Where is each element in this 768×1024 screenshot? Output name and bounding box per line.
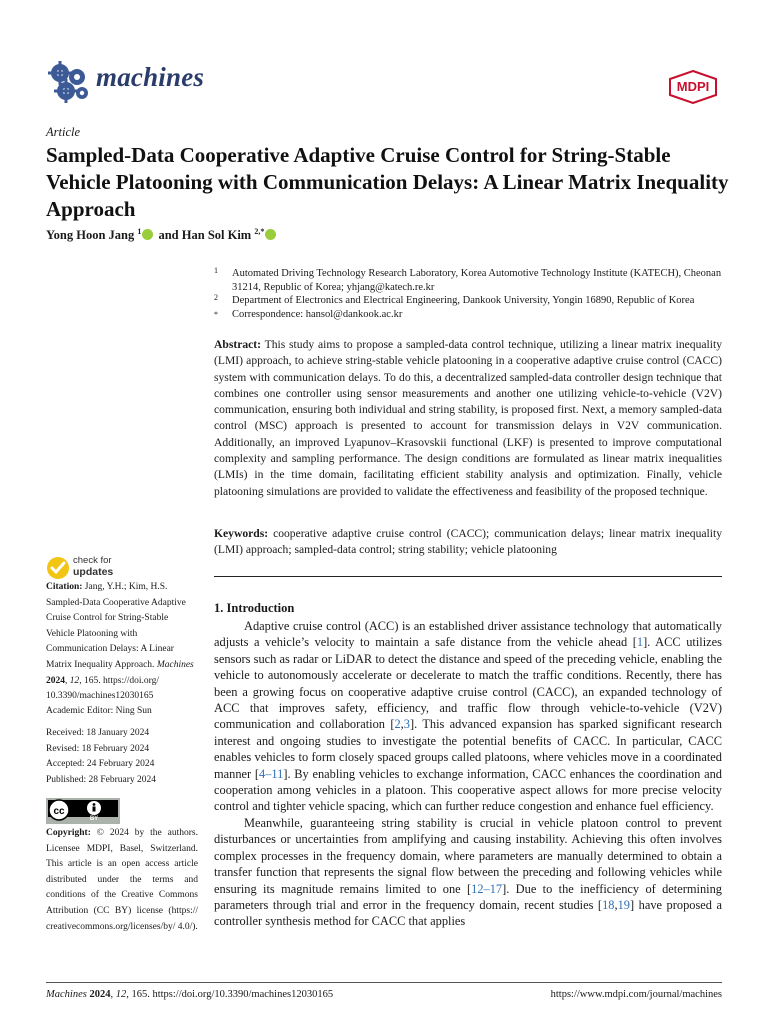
citation-label: Citation:: [46, 582, 83, 592]
citation-link[interactable]: 2: [394, 717, 401, 732]
svg-text:cc: cc: [53, 806, 65, 817]
introduction-body: [214, 618, 722, 930]
affiliation-text: Automated Driving Technology Research Laboratory, Korea Automotive Technology Institute (KATECH), Cheonan 31214, Republic of Korea; yhjang@katech.re.kr: [232, 268, 722, 293]
copyright-notice: [46, 826, 198, 935]
footer-volume: 12: [115, 989, 127, 1000]
affiliation-number: 1: [214, 266, 218, 275]
affiliation-number: *: [214, 310, 218, 319]
keywords: [214, 526, 722, 559]
date-published: Published: 28 February 2024: [46, 774, 157, 785]
date-revised: Revised: 18 February 2024: [46, 743, 150, 754]
paragraph-text: ,: [614, 897, 618, 912]
affiliation: [214, 267, 738, 294]
paragraph-text: Meanwhile, guaranteeing string stability is crucial in vehicle platoon control to prevent disturbances or uncertainties from amplifying and causing instability. Achieving this often involves complex processes in the frequency domain, where parameters are manually determined to obtain a transfer function that represents the signal flow between the preceding and following vehicles while ensuring its magnitude remains limited to one [: [214, 815, 722, 896]
citation-link[interactable]: 18: [602, 897, 615, 912]
abstract-text: This study aims to propose a sampled-data control technique, utilizing a linear matrix inequality (LMI) approach, to achieve string-stable vehicle platooning in a cooperative adaptive cruise control (CACC) system with communication delays. To do this, a decentralized sampled-data controller design technique that combines one controller using sensor measurements and another one utilizing vehicle-to-vehicle (V2V) communication, ensuring both individual and string stability, is proposed first. Next, a memory sampled-data control (MSC) approach is presented to account for transmission delays in V2V communication. Additionally, an improved Lyapunov–Krasovskii functional (LKF) is presented to improve computational complexity and sampling performance. The design conditions are formulated as linear matrix inequalities (LMIs) in the time domain, facilitating efficient stability analysis and optimization. Finally, vehicle platooning simulations are provided to validate the effectiveness and feasibility of the proposed technique.: [214, 338, 722, 498]
citation-doi[interactable]: , 165. https://doi.org/ 10.3390/machines12030165: [46, 675, 160, 702]
gears-icon: [46, 59, 90, 103]
citation-link[interactable]: 1: [636, 635, 644, 650]
citation-link[interactable]: 12–17: [471, 881, 503, 896]
date-received: Received: 18 January 2024: [46, 728, 150, 738]
citation-volume: 12: [69, 675, 80, 686]
orcid-icon[interactable]: [265, 229, 276, 240]
copyright-label: Copyright:: [46, 828, 91, 838]
journal-name: machines: [96, 62, 205, 92]
keywords-label: Keywords:: [214, 527, 269, 540]
paragraph: [214, 815, 722, 930]
creative-commons-icon: [46, 798, 120, 824]
article-type: Article: [46, 125, 81, 139]
author-affiliation-mark: 1: [137, 227, 142, 236]
section-divider: [214, 576, 722, 577]
affiliation: [214, 308, 738, 322]
article-title: Sampled-Data Cooperative Adaptive Cruise Control for String-Stable Vehicle Platooning with Communication Delays: A Linear Matrix Inequality Approach: [46, 143, 729, 221]
keywords-text: cooperative adaptive cruise control (CACC); communication delays; linear matrix inequality (LMI) approach; sampled-data control; string stability; vehicle platooning: [214, 527, 722, 557]
check-for-updates-badge[interactable]: [46, 556, 126, 580]
paragraph-text: ]. By enabling vehicles to exchange information, CACC enhances the coordination and cooperation among vehicles in a platoon. This cooperative aspect allows for more precise velocity control and tighter vehicle spacing, which can further reduce congestion and enhance fuel efficiency.: [214, 766, 722, 814]
affiliation-text: Department of Electronics and Electrical Engineering, Dankook University, Yongin 16890, Republic of Korea: [232, 295, 695, 306]
author-affiliation-mark: 2,*: [254, 227, 265, 236]
mdpi-logo-text: MDPI: [676, 79, 710, 94]
paragraph-text: ]. Due to the inefficiency of determining parameters through trial and error in the frequency domain, recent studies [: [214, 881, 722, 912]
abstract: [214, 337, 722, 500]
footer-doi[interactable]: , 165. https://doi.org/10.3390/machines12030165: [126, 989, 334, 1000]
footer-journal-url[interactable]: https://www.mdpi.com/journal/machines: [550, 989, 722, 1000]
citation-link[interactable]: 4–11: [259, 766, 284, 781]
abstract-label: Abstract:: [214, 338, 262, 351]
paragraph-text: ]. This advanced expansion has sparked significant research interest and ongoing studies to investigate the potential benefits of CACC. In particular, CACC enables vehicles to form closely spaced groups called platoons, where vehicles move in a coordinated manner [: [214, 717, 722, 781]
affiliation-text: Correspondence: hansol@dankook.ac.kr: [232, 309, 403, 320]
affiliation: [214, 294, 738, 308]
footer-year: 2024: [89, 989, 111, 1000]
academic-editor: Academic Editor: Ning Sun: [46, 706, 152, 716]
author-name: Han Sol Kim: [181, 228, 252, 243]
author-joiner: and: [155, 228, 182, 243]
paragraph-text: ,: [400, 717, 404, 732]
cc-by-license-badge[interactable]: [46, 798, 120, 824]
citation: Citation: Jang, Y.H.; Kim, H.S. Sampled-Data Cooperative Adaptive Cruise Control for String-Stable Vehicle Platooning with Communication Delays: A Linear Matrix Inequality Approach. Machines 2024, 12, 165. https://doi.org/ 10.3390/machines12030165: [46, 582, 194, 702]
citation-year: 2024: [46, 675, 65, 686]
check-updates-icon: [46, 556, 70, 580]
author-list: [46, 227, 278, 243]
check-updates-line2: updates: [73, 566, 114, 578]
mdpi-logo[interactable]: [668, 70, 718, 104]
citation-link[interactable]: 3: [403, 717, 410, 732]
affiliation-number: 2: [214, 293, 218, 302]
paragraph-text: ]. ACC utilizes sensors such as radar or LiDAR to detect the distance and speed of the preceding vehicle, enabling the vehicle to autonomously accelerate or decelerate to match the traffic conditions. Recently, there has been a growing focus on cooperative adaptive cruise control (CACC), an expanded technology of ACC that improves safety, efficiency, and traffic flow through vehicle-to-vehicle (V2V) communication and collaboration [: [214, 635, 722, 732]
citation-link[interactable]: 19: [617, 897, 630, 912]
paragraph-text: ] have proposed a controller synthesis method for CACC that applies: [214, 897, 723, 929]
footer-citation: Machines 2024, 12, 165. https://doi.org/10.3390/machines12030165: [46, 989, 334, 1000]
section-heading: 1. Introduction: [214, 601, 295, 615]
copyright-text: © 2024 by the authors. Licensee MDPI, Basel, Switzerland. This article is an open access article distributed under the terms and conditions of the Creative Commons Attribution (CC BY) license (https:// creativecommons.org/licenses/by/ 4.0/).: [46, 828, 198, 932]
paragraph-text: Adaptive cruise control (ACC) is an established driver assistance technology that automatically adjusts a vehicle’s velocity to maintain a safe distance from the vehicle ahead [: [214, 619, 722, 650]
check-updates-line1: check for: [73, 555, 112, 566]
footer-journal: Machines: [46, 989, 87, 1000]
citation-text: Jang, Y.H.; Kim, H.S. Sampled-Data Cooperative Adaptive Cruise Control for String-Stable Vehicle Platooning with Communication Delays: A Linear Matrix Inequality Approach.: [46, 582, 186, 670]
citation-journal: Machines: [156, 659, 194, 670]
footer-divider: [46, 982, 722, 983]
author-name: Yong Hoon Jang: [46, 228, 135, 243]
date-accepted: Accepted: 24 February 2024: [46, 759, 155, 770]
paragraph: [214, 618, 722, 815]
publication-dates: [46, 726, 198, 788]
cc-by-label: BY: [89, 816, 99, 822]
orcid-icon[interactable]: [142, 229, 153, 240]
